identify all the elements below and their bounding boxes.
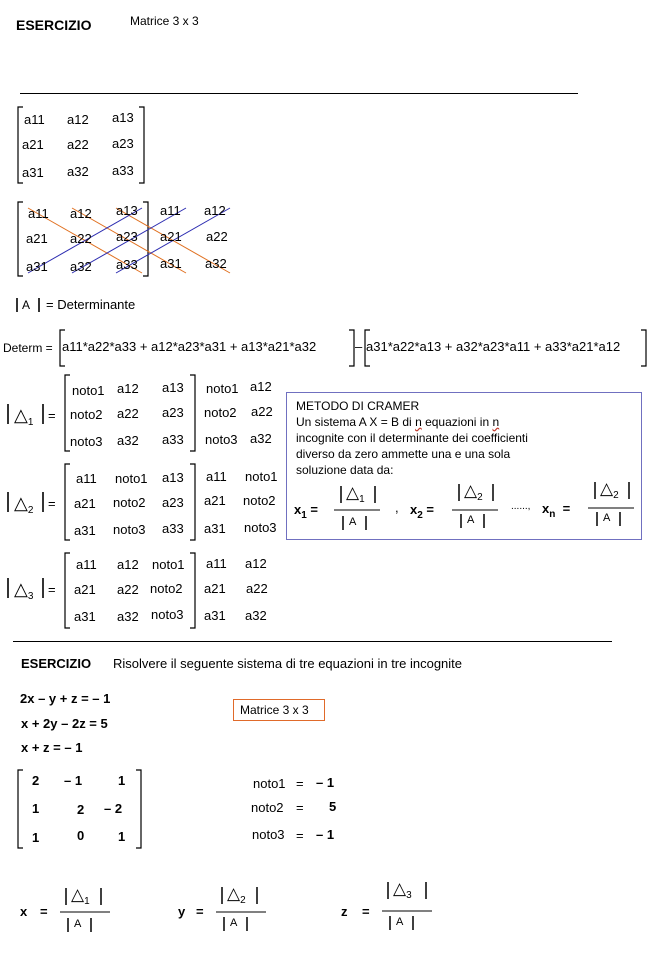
sarrus-cell: a31: [160, 256, 182, 271]
d1-cell: noto2: [70, 407, 103, 422]
d2-cell: noto3: [244, 520, 277, 535]
solution-z-eq: =: [362, 904, 370, 919]
matrix-cell: a13: [112, 110, 134, 125]
matrix-cell: a11: [24, 112, 45, 127]
ex-cell: 0: [77, 828, 85, 843]
d3-cell: a12: [117, 557, 139, 572]
d1-cell: noto3: [70, 434, 103, 449]
determ-label: Determ =: [3, 341, 53, 355]
sarrus-cell: a12: [204, 203, 226, 218]
solution-x-num: $\triangle_1$: [71, 885, 90, 907]
d2-cell: noto2: [243, 493, 276, 508]
cramer-line-4: soluzione data da:: [296, 463, 394, 477]
ex-cell: 2: [77, 802, 85, 817]
d3-bracket-left: [65, 553, 70, 628]
d2-cell: a23: [162, 495, 184, 510]
sarrus-cell: a11: [28, 206, 49, 221]
noto-eq: =: [296, 776, 304, 791]
noto-label: noto2: [251, 800, 284, 815]
exercise-title: ESERCIZIO: [16, 17, 92, 33]
d1-cell: a33: [162, 432, 184, 447]
d2-cell: a31: [74, 523, 96, 538]
sarrus-cell: a31: [26, 259, 48, 274]
cramer-line-3: diverso da zero ammette una e una sola: [296, 447, 511, 461]
delta-1-symbol: $\triangle_1$: [14, 405, 34, 428]
d1-cell: a22: [251, 404, 273, 419]
solution-y-eq: =: [196, 904, 204, 919]
d1-cell: noto1: [72, 383, 105, 398]
d2-cell: a13: [162, 470, 184, 485]
exercise-subtitle: Matrice 3 x 3: [130, 14, 199, 28]
cramer-x1: $x_1$ =: [294, 502, 319, 521]
d2-cell: a21: [204, 493, 226, 508]
d1-bracket-right: [190, 375, 195, 451]
matrix-cell: a22: [67, 137, 89, 152]
det-label: = Determinante: [46, 297, 136, 312]
determ-positive: a11*a22*a33 + a12*a23*a31 + a13*a21*a32: [62, 339, 317, 354]
solution-z-den: A: [396, 916, 404, 928]
noto-value: – 1: [316, 775, 335, 790]
sarrus-cell: a11: [160, 203, 181, 218]
sarrus-cell: a12: [70, 206, 92, 221]
matrix-cell: a12: [67, 112, 89, 127]
matrix-cell: a23: [112, 136, 134, 151]
delta-2-symbol: $\triangle_2$: [14, 493, 34, 516]
solution-x-var: x: [20, 904, 28, 919]
cramer-den-n: A: [603, 512, 611, 524]
d2-cell: noto1: [245, 469, 278, 484]
ex-bracket-right: [136, 770, 141, 848]
noto-eq: =: [296, 800, 304, 815]
solution-y-var: y: [178, 904, 186, 919]
sarrus-cell: a32: [70, 259, 92, 274]
ex-bracket-left: [18, 770, 23, 848]
d1-cell: a12: [117, 381, 139, 396]
sarrus-cell: a22: [206, 229, 228, 244]
d1-cell: a23: [162, 405, 184, 420]
d3-cell: noto2: [150, 581, 183, 596]
d3-cell: a11: [206, 556, 227, 571]
sarrus-bracket-right: [143, 202, 148, 276]
sarrus-cell: a21: [160, 229, 182, 244]
delta-2-eq: =: [48, 496, 56, 511]
sarrus-cell: a22: [70, 231, 92, 246]
cramer-line-2: incognite con il determinante dei coefficienti: [296, 431, 528, 445]
d1-cell: noto2: [204, 405, 237, 420]
solution-y-den: A: [230, 917, 238, 929]
solution-z-num: $\triangle_3$: [393, 879, 412, 901]
cramer-comma: ,: [395, 500, 399, 515]
cramer-num-n: $\triangle_2$: [600, 479, 619, 501]
noto-eq: =: [296, 828, 304, 843]
d3-cell: a31: [74, 609, 96, 624]
ex-cell: – 1: [64, 773, 83, 788]
cramer-num-1: $\triangle_1$: [346, 483, 365, 505]
divider-2: [13, 641, 612, 642]
sarrus-cell: a21: [26, 231, 48, 246]
d1-cell: noto1: [206, 381, 239, 396]
d2-bracket-right: [190, 464, 195, 540]
d3-cell: a21: [74, 582, 96, 597]
noto-label: noto3: [252, 827, 285, 842]
exercise-2-title: ESERCIZIO: [21, 656, 92, 671]
d2-bracket-left: [65, 464, 70, 540]
cramer-dots: ......,: [511, 501, 531, 512]
cramer-den-2: A: [467, 514, 475, 526]
d2-cell: a33: [162, 521, 184, 536]
delta-3-eq: =: [48, 582, 56, 597]
cramer-xn: $x_n$ =: [542, 501, 571, 520]
d1-cell: a32: [250, 431, 272, 446]
solution-x-den: A: [74, 918, 82, 930]
cramer-den-1: A: [349, 516, 357, 528]
d2-cell: noto1: [115, 471, 148, 486]
d3-cell: a22: [117, 582, 139, 597]
d3-cell: a12: [245, 556, 267, 571]
d1-cell: noto3: [205, 432, 238, 447]
determ-negative: a31*a22*a13 + a32*a23*a11 + a33*a21*a12: [366, 339, 621, 354]
d1-cell: a13: [162, 380, 184, 395]
matrix-cell: a32: [67, 164, 89, 179]
matrix-cell: a21: [22, 137, 44, 152]
sarrus-cell: a33: [116, 257, 138, 272]
exercise-2-text: Risolvere il seguente sistema di tre equazioni in tre incognite: [113, 656, 463, 671]
ex-cell: 2: [32, 773, 40, 788]
d3-cell: noto1: [152, 557, 185, 572]
cramer-title: METODO DI CRAMER: [296, 399, 420, 413]
d2-cell: a31: [204, 521, 226, 536]
matrix-badge-label: Matrice 3 x 3: [240, 703, 309, 717]
delta-3-symbol: $\triangle_3$: [14, 579, 34, 602]
sarrus-cell: a13: [116, 203, 138, 218]
ex-cell: – 2: [104, 801, 123, 816]
det-symbol: A: [22, 298, 31, 312]
solution-y-num: $\triangle_2$: [227, 884, 246, 906]
d1-cell: a12: [250, 379, 272, 394]
d3-cell: a11: [76, 557, 97, 572]
cramer-x2: $x_2$ =: [410, 502, 435, 521]
ex-cell: 1: [118, 829, 126, 844]
noto-value: 5: [329, 799, 337, 814]
ex-cell: 1: [32, 801, 40, 816]
d2-cell: noto3: [113, 522, 146, 537]
sarrus-cell: a32: [205, 256, 227, 271]
d2-cell: noto2: [113, 495, 146, 510]
cramer-num-2: $\triangle_2$: [464, 481, 483, 503]
d3-cell: a32: [117, 609, 139, 624]
determ-neg-bracket-right: [641, 330, 646, 366]
d3-cell: noto3: [151, 607, 184, 622]
matrix-cell: a31: [22, 165, 44, 180]
d2-cell: a11: [76, 471, 97, 486]
ex-cell: 1: [32, 830, 40, 845]
sarrus-bracket-left: [18, 202, 23, 276]
d3-cell: a21: [204, 581, 226, 596]
d3-bracket-right: [190, 553, 195, 628]
delta-1-eq: =: [48, 408, 56, 423]
solution-z-var: z: [341, 904, 348, 919]
d2-cell: a21: [74, 496, 96, 511]
noto-value: – 1: [316, 827, 335, 842]
determ-pos-bracket-right: [349, 330, 354, 366]
cramer-line-1: Un sistema A X = B di n equazioni in n: [296, 415, 500, 429]
solution-x-eq: =: [40, 904, 48, 919]
equation-2: x + 2y – 2z = 5: [21, 716, 108, 731]
d1-cell: a32: [117, 433, 139, 448]
ex-cell: 1: [118, 773, 126, 788]
d3-cell: a32: [245, 608, 267, 623]
matrix-cell: a33: [112, 163, 134, 178]
d1-cell: a22: [117, 406, 139, 421]
d3-cell: a31: [204, 608, 226, 623]
sarrus-cell: a23: [116, 229, 138, 244]
determ-minus: –: [355, 339, 363, 354]
equation-1: 2x – y + z = – 1: [20, 691, 111, 706]
d3-cell: a22: [246, 581, 268, 596]
d2-cell: a11: [206, 469, 227, 484]
matrix-bracket-right: [139, 107, 144, 183]
equation-3: x + z = – 1: [21, 740, 83, 755]
noto-label: noto1: [253, 776, 286, 791]
